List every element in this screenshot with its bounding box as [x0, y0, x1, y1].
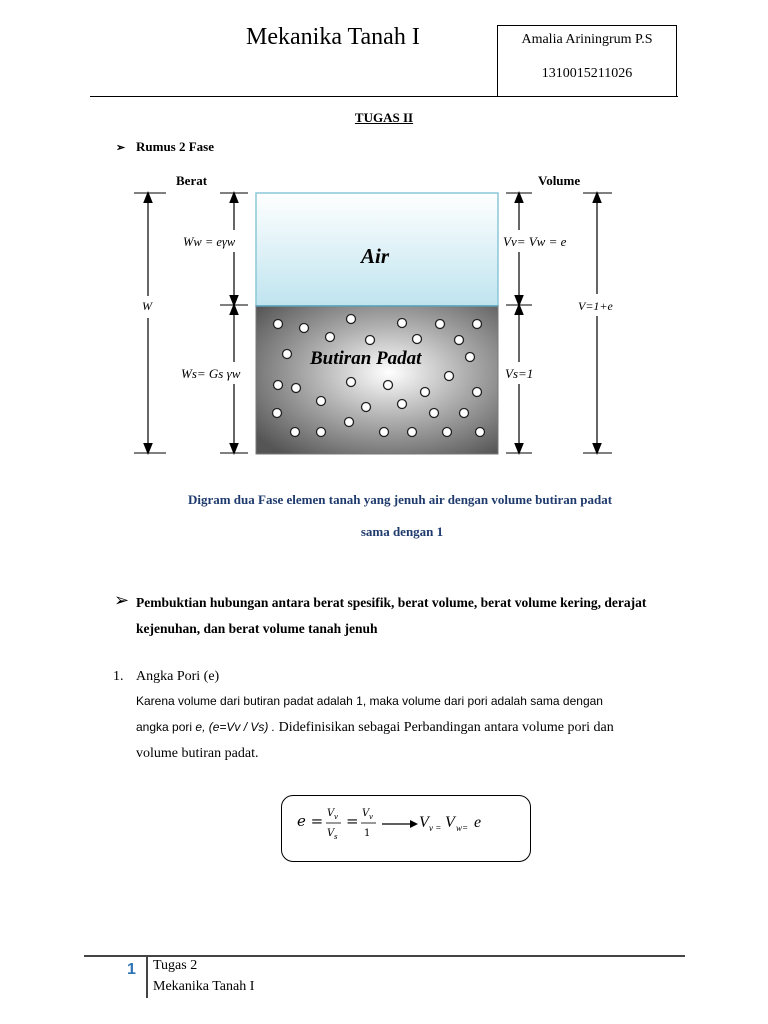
- paragraph-line2-e: e: [195, 720, 203, 734]
- paragraph-line2-b: , (e=Vv / Vs) .: [202, 720, 276, 734]
- svg-text:V: V: [419, 814, 429, 831]
- section-heading-text: Rumus 2 Fase: [136, 139, 215, 154]
- footer-divider: [84, 955, 685, 957]
- document-title: Mekanika Tanah I: [246, 24, 420, 50]
- footer-line2: Mekanika Tanah I: [153, 979, 255, 994]
- list-number: 1.: [113, 669, 124, 684]
- svg-text:V: V: [362, 808, 370, 819]
- formula-box: [281, 795, 531, 862]
- svg-text:e =: e =: [297, 812, 324, 830]
- svg-text:v =: v =: [429, 823, 442, 833]
- svg-text:V: V: [327, 828, 335, 839]
- diagram-caption-line2: sama dengan 1: [360, 524, 444, 539]
- vv-formula-label: Vv= Vw = e: [503, 234, 567, 249]
- author-name: Amalia Ariningrum P.S: [521, 32, 653, 47]
- list-item-title: Angka Pori (e): [136, 669, 220, 684]
- svg-text:V: V: [327, 808, 335, 819]
- two-phase-diagram: [0, 0, 768, 470]
- page-number: 1: [127, 961, 136, 978]
- svg-text:s: s: [334, 833, 338, 841]
- diagram-caption-line1: Digram dua Fase elemen tanah yang jenuh air dengan volume butiran padat: [187, 492, 613, 507]
- paragraph-line1: Karena volume dari butiran padat adalah 1, maka volume dari pori adalah sama dengan: [136, 694, 603, 708]
- volume-column-label: Volume: [538, 173, 581, 188]
- bullet-arrow-icon: ➢: [114, 590, 130, 610]
- svg-text:e: e: [474, 814, 482, 831]
- water-label: Air: [361, 244, 390, 268]
- section2-heading-line1: Pembuktian hubungan antara berat spesifik, berat volume, berat volume kering, derajat: [136, 595, 647, 610]
- weight-column-label: Berat: [176, 173, 208, 188]
- footer-vertical-divider: [146, 956, 148, 998]
- solid-label: Butiran Padat: [310, 348, 422, 369]
- author-id: 1310015211026: [541, 66, 633, 81]
- ww-formula-label: Ww = eγw: [183, 235, 236, 249]
- svg-text:v: v: [334, 813, 338, 821]
- v-total-label: V=1+e: [578, 299, 613, 313]
- formula-graphic: [282, 796, 532, 863]
- section2-heading-line2: kejenuhan, dan berat volume tanah jenuh: [136, 621, 378, 636]
- task-title: TUGAS II: [354, 110, 414, 125]
- svg-text:v: v: [369, 813, 373, 821]
- paragraph-line2: [136, 720, 614, 736]
- svg-text:1: 1: [364, 828, 371, 839]
- paragraph-line2-c: Didefinisikan sebagai Perbandingan antara volume pori dan: [275, 720, 614, 735]
- w-total-label: W: [142, 299, 152, 313]
- svg-text:V: V: [445, 814, 455, 831]
- svg-text:w=: w=: [456, 823, 469, 833]
- svg-text:=: =: [346, 812, 359, 830]
- bullet-arrow-icon: ➢: [116, 142, 126, 154]
- footer-line1: Tugas 2: [153, 958, 198, 973]
- ws-formula-label: Ws= Gs γw: [181, 366, 241, 381]
- paragraph-line3: volume butiran padat.: [136, 746, 259, 761]
- paragraph-line2-a: angka pori: [136, 720, 196, 734]
- vs-formula-label: Vs=1: [505, 366, 534, 381]
